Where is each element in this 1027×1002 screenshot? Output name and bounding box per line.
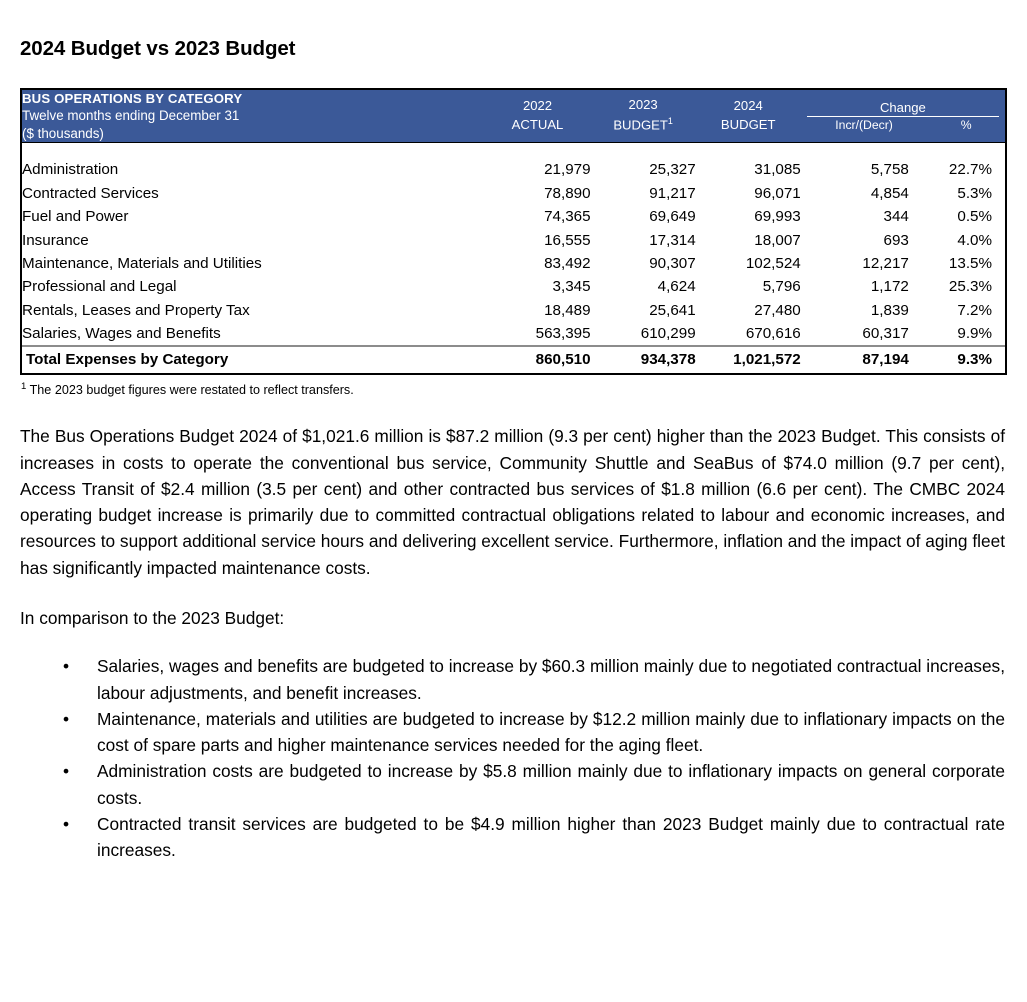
list-item	[20, 653, 1007, 706]
spacer-cell	[22, 143, 484, 159]
cell-change: 5,758	[870, 161, 909, 179]
total-actual-2022: 860,510	[484, 346, 590, 373]
cell-budget-2024: 31,085	[754, 161, 801, 179]
cell-budget-2023: 4,624	[657, 278, 696, 296]
cell-budget-2023: 17,314	[649, 231, 696, 249]
cell-change: 693	[883, 231, 909, 249]
cell-actual-2022: 83,492	[544, 255, 591, 272]
cell-change: 60,317	[862, 325, 909, 343]
table-title: BUS OPERATIONS BY CATEGORY	[22, 90, 243, 106]
cell-actual-2022: 16,555	[544, 231, 591, 249]
column-header-2023-budget	[591, 90, 696, 143]
total-label: Total Expenses by Category	[22, 346, 484, 373]
column-header-change-group	[801, 90, 1005, 143]
row-label: Insurance	[22, 231, 89, 249]
column-header-2024-kind: BUDGET	[720, 116, 776, 132]
table-row	[22, 182, 1005, 205]
footnote-text: The 2023 budget figures were restated to reflect transfers.	[26, 383, 354, 398]
cell-change: 4,854	[870, 184, 909, 202]
cell-change-pct: 22.7%	[948, 161, 992, 179]
list-item-text: Contracted transit services are budgeted to be $4.9 million higher than 2023 Budget mainly due to contractual rate increases.	[97, 814, 1005, 861]
footnote-marker-superscript: 1	[667, 116, 673, 127]
cell-change: 12,217	[862, 255, 909, 272]
change-header-rule	[807, 116, 999, 117]
column-header-change-pct: %	[960, 117, 972, 132]
list-item	[20, 758, 1007, 811]
paragraph-comparison-intro: In comparison to the 2023 Budget:	[20, 608, 285, 629]
table-header-titles	[22, 90, 484, 143]
total-budget-2024: 1,021,572	[696, 346, 801, 373]
row-label: Fuel and Power	[22, 208, 129, 226]
comparison-bullet-list	[20, 631, 1007, 863]
bullet-icon: •	[63, 708, 70, 729]
table-row	[22, 299, 1005, 322]
list-item-text: Administration costs are budgeted to increase by $5.8 million mainly due to inflationary impacts on general corporate costs.	[97, 761, 1005, 808]
budget-table-container	[20, 88, 1007, 376]
cell-budget-2024: 18,007	[754, 231, 801, 249]
spacer-cell	[696, 143, 801, 159]
spacer-cell	[484, 143, 590, 159]
cell-actual-2022: 563,395	[535, 325, 591, 343]
cell-change: 1,839	[870, 301, 909, 319]
spacer-cell	[591, 143, 696, 159]
column-header-2022-year: 2022	[522, 97, 553, 113]
row-label: Professional and Legal	[22, 278, 177, 296]
list-item-text: Maintenance, materials and utilities are budgeted to increase by $12.2 million mainly due to inflationary impacts on the cost of spare parts and higher maintenance services needed for the aging fleet.	[97, 708, 1005, 756]
cell-change: 1,172	[870, 278, 909, 296]
column-header-2023-year: 2023	[628, 97, 658, 113]
cell-budget-2024: 5,796	[762, 278, 801, 296]
cell-change-pct: 5.3%	[957, 184, 992, 202]
cell-budget-2024: 96,071	[754, 184, 801, 202]
cell-budget-2024: 27,480	[754, 301, 801, 319]
budget-table	[22, 90, 1005, 374]
column-header-2023-kind	[591, 115, 696, 135]
table-subtitle-period: Twelve months ending December 31	[22, 107, 240, 123]
cell-change-pct: 13.5%	[948, 255, 992, 272]
cell-budget-2023: 610,299	[640, 325, 696, 343]
cell-change-pct: 4.0%	[957, 231, 992, 249]
total-change-pct: 9.3%	[909, 346, 1005, 373]
row-label: Maintenance, Materials and Utilities	[22, 255, 262, 272]
table-spacer-row	[22, 143, 1005, 159]
row-label: Rentals, Leases and Property Tax	[22, 301, 250, 319]
cell-budget-2023: 25,641	[649, 301, 696, 319]
total-budget-2023: 934,378	[591, 346, 696, 373]
table-footnote	[20, 381, 1007, 397]
cell-budget-2024: 102,524	[745, 255, 801, 272]
table-header-row	[22, 90, 1005, 143]
column-header-change-title: Change	[879, 99, 926, 115]
total-change: 87,194	[801, 346, 909, 373]
column-header-change-incr: Incr/(Decr)	[835, 117, 893, 132]
list-item-text: Salaries, wages and benefits are budgeted to increase by $60.3 million mainly due to negotiated contractual increases, labour adjustments, and benefit increases.	[97, 656, 1005, 703]
page-title: 2024 Budget vs 2023 Budget	[20, 37, 296, 60]
cell-budget-2024: 69,993	[754, 208, 801, 226]
change-subheaders	[801, 118, 1005, 132]
cell-budget-2023: 25,327	[649, 161, 696, 179]
list-item	[20, 706, 1007, 759]
column-header-2022-kind: ACTUAL	[511, 116, 564, 132]
cell-actual-2022: 78,890	[544, 184, 591, 202]
table-row	[22, 205, 1005, 228]
footnote-marker: 1	[21, 381, 27, 393]
table-row	[22, 322, 1005, 346]
cell-actual-2022: 3,345	[552, 278, 591, 296]
cell-actual-2022: 74,365	[544, 208, 591, 226]
list-item	[20, 811, 1007, 864]
column-header-2022-actual	[484, 90, 590, 143]
cell-budget-2024: 670,616	[745, 325, 801, 343]
table-subtitle-units: ($ thousands)	[22, 125, 104, 141]
cell-actual-2022: 21,979	[544, 161, 591, 179]
cell-change-pct: 0.5%	[957, 208, 992, 226]
table-row	[22, 275, 1005, 298]
spacer-cell	[801, 143, 909, 159]
cell-budget-2023: 90,307	[649, 255, 696, 272]
table-row	[22, 252, 1005, 275]
cell-change: 344	[883, 208, 909, 226]
row-label: Contracted Services	[22, 184, 159, 202]
column-header-2024-budget	[696, 90, 801, 143]
cell-change-pct: 25.3%	[948, 278, 992, 296]
table-row	[22, 229, 1005, 252]
column-header-2023-kind-text: BUDGET	[613, 117, 668, 133]
bullet-icon: •	[63, 656, 70, 677]
bullet-icon: •	[63, 814, 70, 835]
cell-budget-2023: 91,217	[649, 184, 696, 202]
table-row	[22, 158, 1005, 181]
cell-change-pct: 9.9%	[957, 325, 992, 343]
cell-change-pct: 7.2%	[957, 301, 992, 319]
row-label: Salaries, Wages and Benefits	[22, 325, 221, 343]
spacer-cell	[909, 143, 1005, 159]
row-label: Administration	[22, 161, 119, 179]
table-total-row	[22, 346, 1005, 373]
cell-budget-2023: 69,649	[649, 208, 696, 226]
bullet-icon: •	[63, 761, 70, 782]
cell-actual-2022: 18,489	[544, 301, 591, 319]
paragraph-overview: The Bus Operations Budget 2024 of $1,021.6 million is $87.2 million (9.3 per cent) higher than the 2023 Budget. This consists of increases in costs to operate the conventional bus service, Community Shuttle and SeaBus of $74.0 million (9.7 per cent), Access Transit of $2.4 million (3.5 per cent) and other contracted bus services of $1.8 million (6.6 per cent). The CMBC 2024 operating budget increase is primarily due to committed contractual obligations related to labour and economic increases, and resources to support additional service hours and delivering excellent service. Furthermore, inflation and the impact of aging fleet has significantly impacted maintenance costs.	[20, 426, 1005, 578]
column-header-2024-year: 2024	[733, 97, 763, 113]
